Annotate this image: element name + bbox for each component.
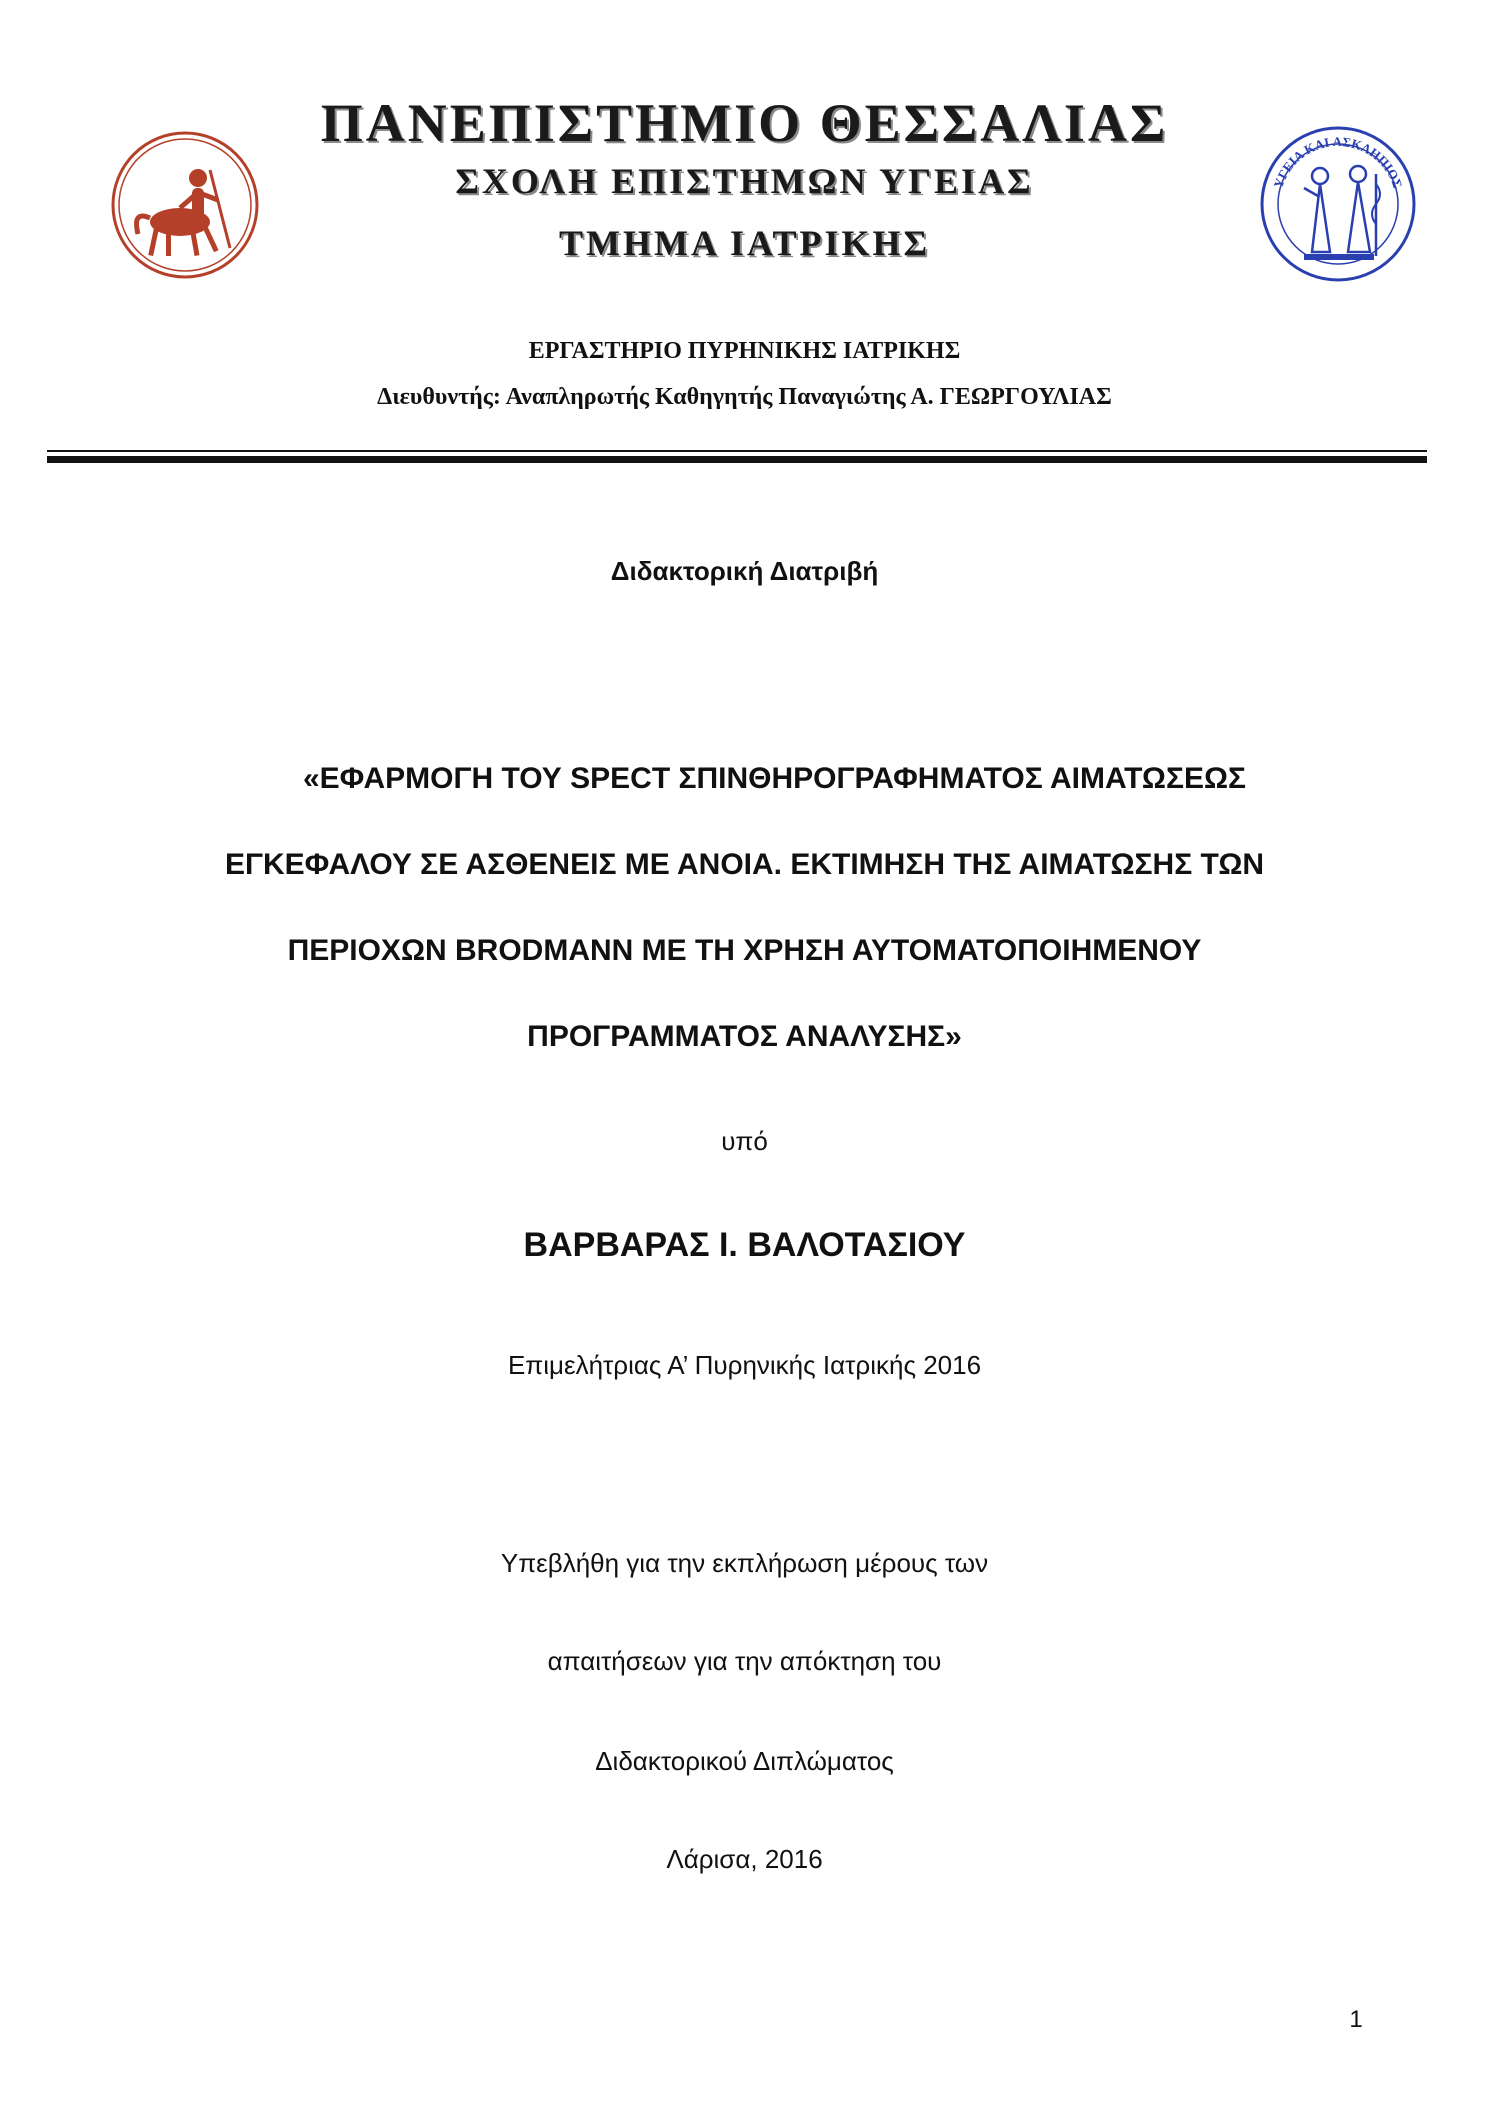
thesis-title-line: «ΕΦΑΡΜΟΓΗ ΤΟΥ SPECT ΣΠΙΝΘΗΡΟΓΡΑΦΗΜΑΤΟΣ ΑΙΜΑΤΩΣΕΩΣ (302, 762, 1247, 795)
university-title: ΠΑΝΕΠΙΣΤΗΜΙΟ ΘΕΣΣΑΛΙΑΣ (320, 93, 1169, 153)
thesis-title-line: ΠΕΡΙΟΧΩΝ BRODMANN ΜΕ ΤΗ ΧΡΗΣΗ ΑΥΤΟΜΑΤΟΠΟΙΗΜΕΝΟΥ (287, 934, 1202, 967)
author-position: Επιμελήτριας Α’ Πυρηνικής Ιατρικής 2016 (507, 1350, 982, 1380)
thesis-title-line: ΕΓΚΕΦΑΛΟΥ ΣΕ ΑΣΘΕΝΕΙΣ ΜΕ ΑΝΟΙΑ. ΕΚΤΙΜΗΣΗ ΤΗΣ ΑΙΜΑΤΩΣΗΣ ΤΩΝ (224, 848, 1265, 881)
department-title: ΤΜΗΜΑ ΙΑΤΡΙΚΗΣ (558, 223, 931, 263)
thesis-title-line: ΠΡΟΓΡΑΜΜΑΤΟΣ ΑΝΑΛΥΣΗΣ» (527, 1020, 962, 1053)
submission-line: Υπεβλήθη για την εκπλήρωση μέρους των (500, 1548, 989, 1578)
page-number: 1 (1349, 2006, 1363, 2033)
header-divider-thick (47, 456, 1427, 463)
document-type: Διδακτορική Διατριβή (610, 556, 879, 586)
author-name: ΒΑΡΒΑΡΑΣ Ι. ΒΑΛΟΤΑΣΙΟΥ (523, 1226, 966, 1264)
place-date: Λάρισα, 2016 (666, 1844, 823, 1874)
director-line: Διευθυντής: Αναπληρωτής Καθηγητής Παναγιώτης Α. ΓΕΩΡΓΟΥΛΙΑΣ (377, 384, 1112, 410)
school-title: ΣΧΟΛΗ ΕΠΙΣΤΗΜΩΝ ΥΓΕΙΑΣ (455, 161, 1034, 201)
submission-line: Διδακτορικού Διπλώματος (595, 1746, 894, 1776)
by-label: υπό (721, 1126, 768, 1156)
seal-text: ΥΓΕΙΑ ΚΑΙ ΑΣΚΛΗΠΙΟΣ (1270, 133, 1406, 191)
submission-line: απαιτήσεων για την απόκτηση του (547, 1646, 942, 1676)
header-divider-thin (47, 450, 1427, 452)
laboratory-name: ΕΡΓΑΣΤΗΡΙΟ ΠΥΡΗΝΙΚΗΣ ΙΑΤΡΙΚΗΣ (528, 338, 961, 364)
